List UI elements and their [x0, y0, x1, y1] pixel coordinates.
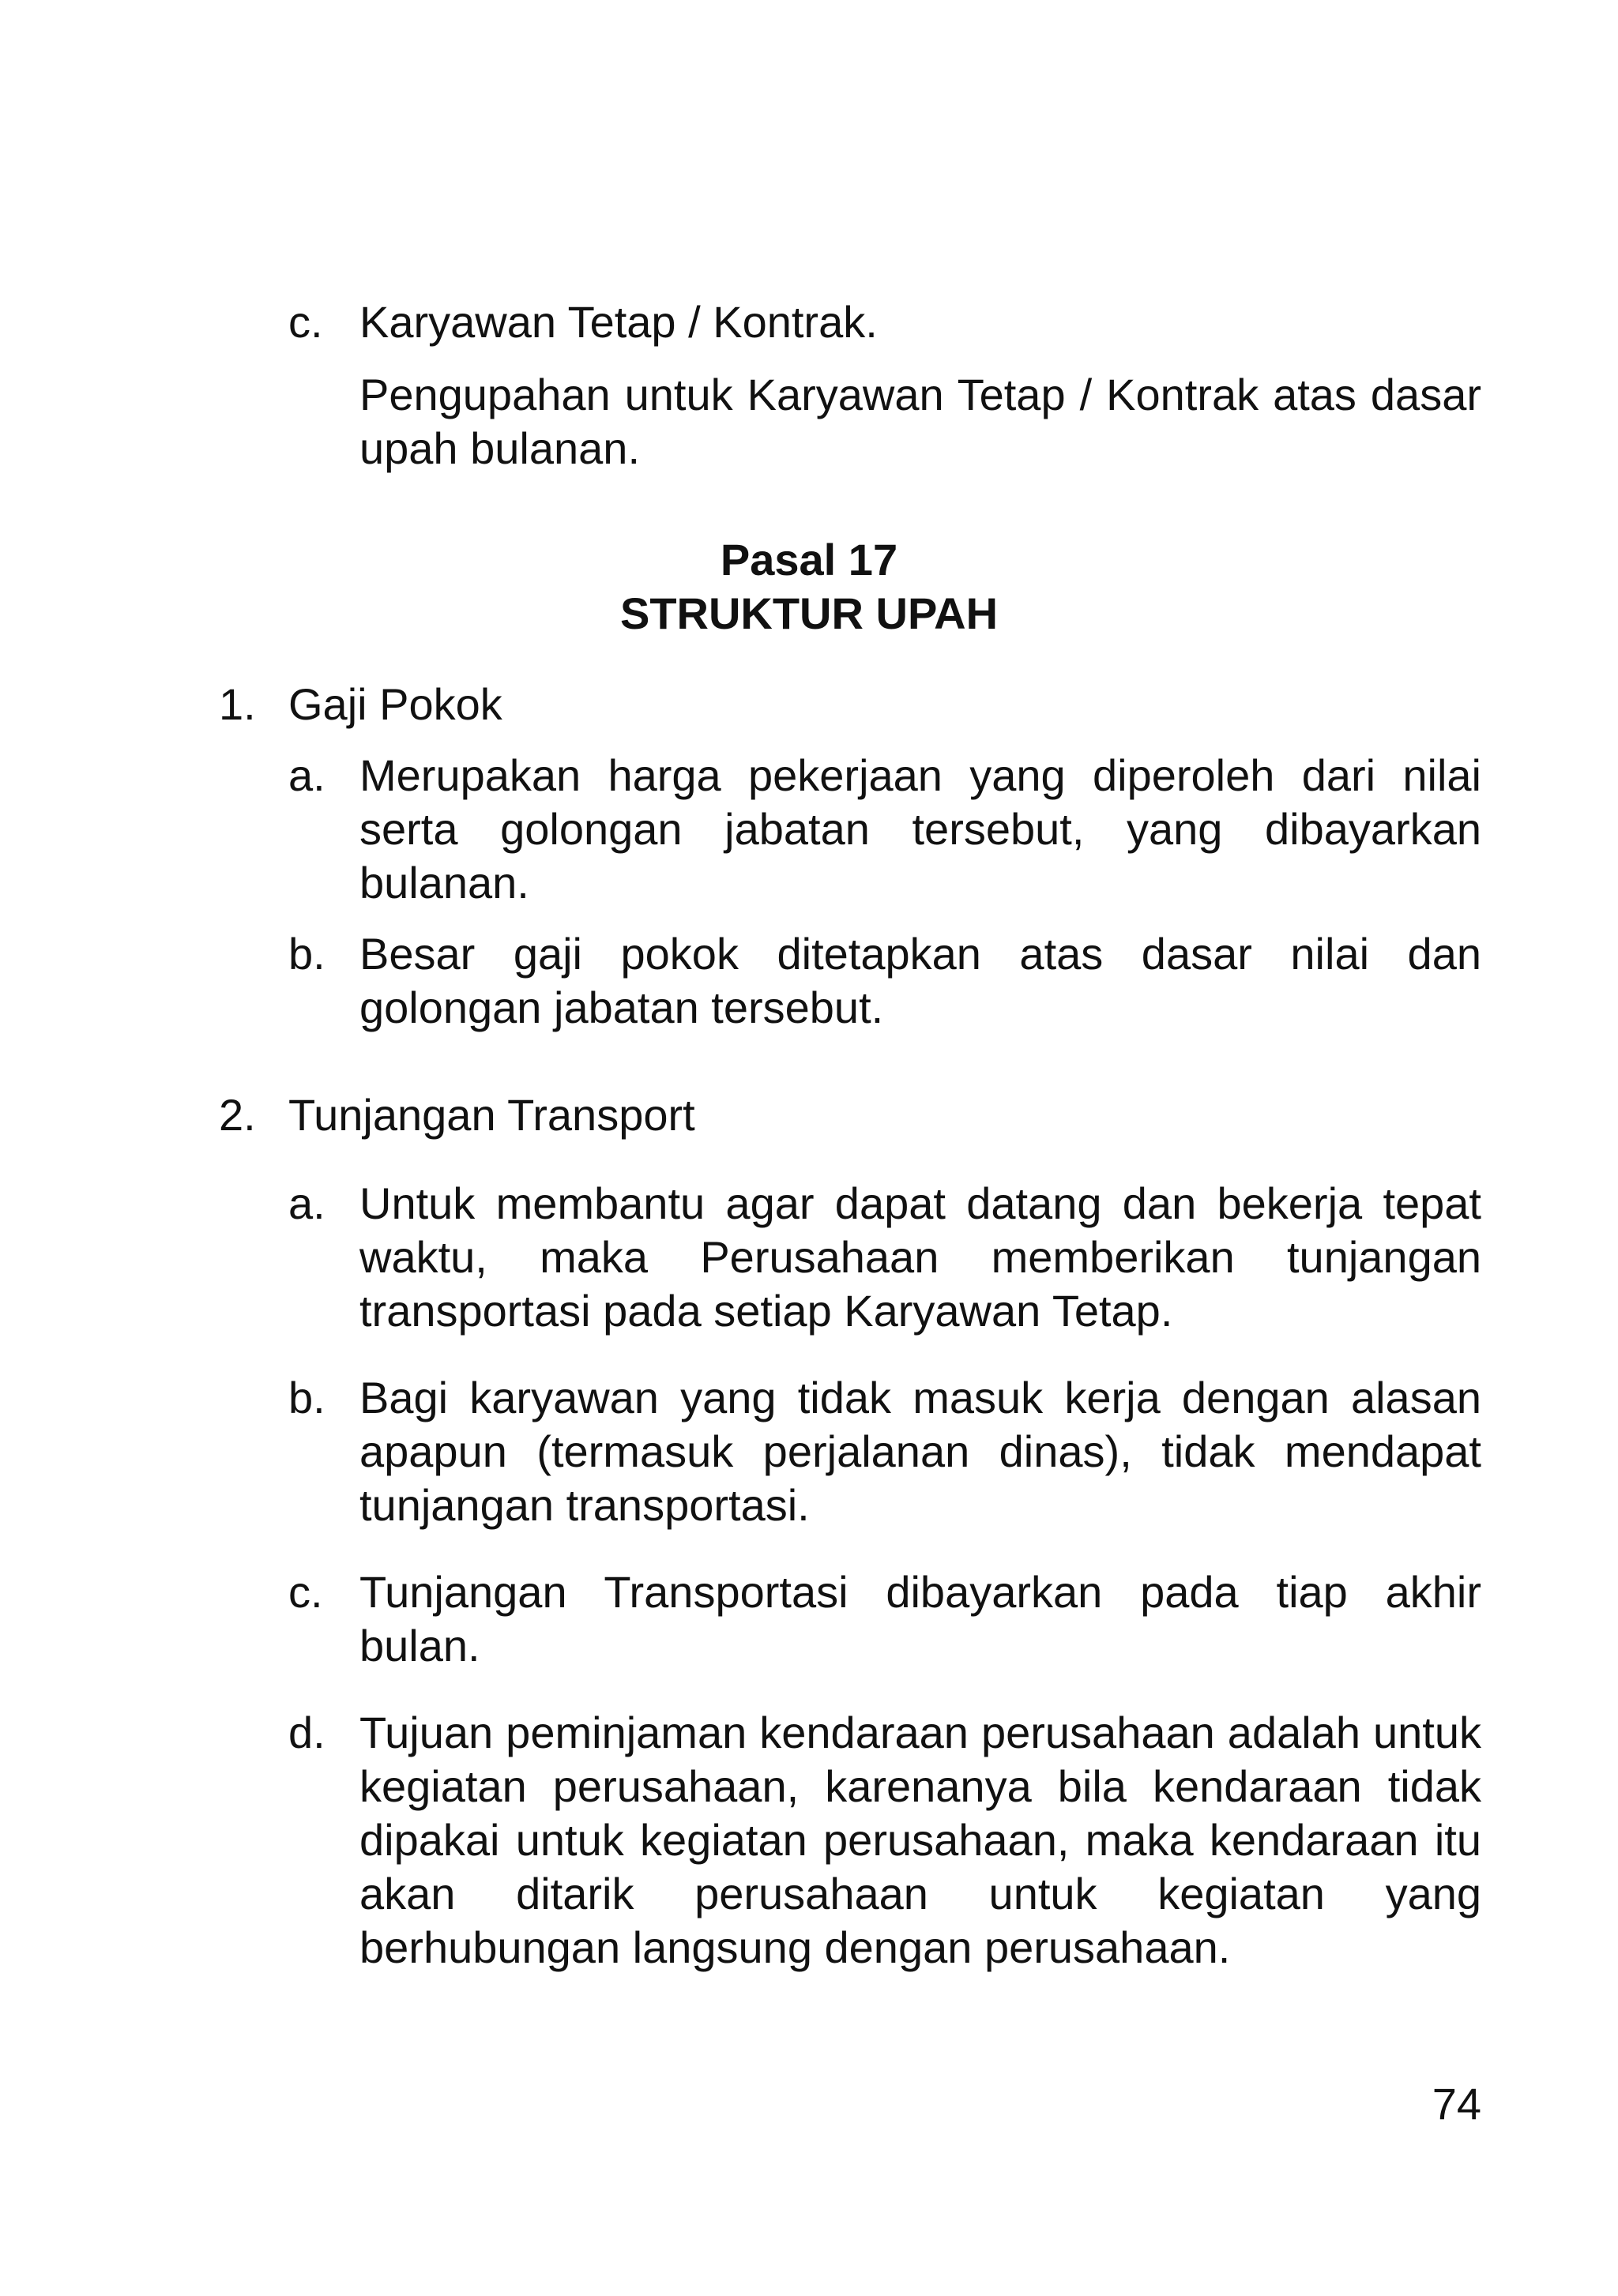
list-item-text: Merupakan harga pekerjaan yang diperoleh dari nilai serta golongan jabatan tersebut, yang dibayarkan bulanan.	[359, 750, 1481, 908]
list-item-text: Untuk membantu agar dapat datang dan bekerja tepat waktu, maka Perusahaan memberikan tunjangan transportasi pada setiap Karyawan Tetap.	[359, 1178, 1481, 1336]
list-item-text: Besar gaji pokok ditetapkan atas dasar nilai dan golongan jabatan tersebut.	[359, 929, 1481, 1032]
list-item-marker: b.	[288, 929, 325, 979]
article-number: Pasal 17	[720, 535, 898, 584]
list-item-marker: c.	[288, 1567, 323, 1617]
list-item-marker: b.	[288, 1373, 325, 1422]
list-item-text: Tujuan peminjaman kendaraan perusahaan adalah untuk kegiatan perusahaan, karenanya bila kendaraan tidak dipakai untuk kegiatan perusahaan, maka kendaraan itu akan ditarik perusahaan untuk kegiatan yang berhubungan langsung dengan perusahaan.	[359, 1708, 1481, 1972]
section-marker: 1.	[219, 679, 256, 729]
section-title: Gaji Pokok	[288, 679, 502, 729]
article-title: STRUKTUR UPAH	[619, 588, 999, 638]
intro-body: Pengupahan untuk Karyawan Tetap / Kontrak atas dasar upah bulanan.	[359, 370, 1481, 473]
section-marker: 2.	[219, 1090, 256, 1140]
section-title: Tunjangan Transport	[288, 1090, 695, 1140]
page-number: 74	[1432, 2079, 1481, 2129]
intro-title: Karyawan Tetap / Kontrak.	[359, 297, 878, 347]
list-item-marker: a.	[288, 750, 325, 800]
intro-marker: c.	[288, 297, 323, 347]
list-item-text: Tunjangan Transportasi dibayarkan pada tiap akhir bulan.	[359, 1567, 1481, 1670]
list-item-text: Bagi karyawan yang tidak masuk kerja dengan alasan apapun (termasuk perjalanan dinas), tidak mendapat tunjangan transportasi.	[359, 1373, 1481, 1530]
list-item-marker: d.	[288, 1708, 325, 1757]
list-item-marker: a.	[288, 1178, 325, 1228]
